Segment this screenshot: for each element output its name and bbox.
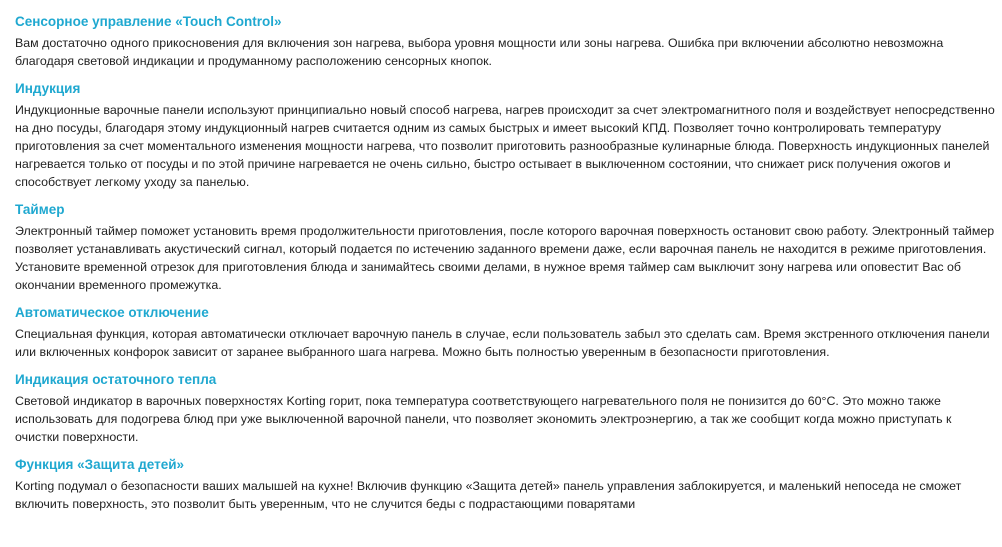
feature-induction: [15, 79, 996, 191]
feature-description: Индукционные варочные панели используют принципиально новый способ нагрева, нагрев происходит за счет электромагнитного поля и воздействует непосредственно на дно посуды, благодаря этому индукционный нагрев считается одним из самых быстрых и имеет высокий КПД. Позволяет точно контролировать температуру приготовления за счет моментального изменения мощности нагрева, что позволит приготовить разнообразные кулинарные блюда. Поверхность индукционных панелей нагревается только от посуды и по этой причине нагревается не очень сильно, быстро остывает в выключенном состоянии, что снижает риск получения ожогов и способствует легкому уходу за панелью.: [15, 103, 995, 189]
feature-title: Функция «Защита детей»: [15, 457, 185, 472]
feature-description: Специальная функция, которая автоматически отключает варочную панель в случае, если пользователь забыл это сделать сам. Время экстренного отключения панели или включенных конфорок зависит от заранее выбранного шага нагрева. Можно быть полностью уверенным в безопасности приготовления.: [15, 327, 990, 359]
feature-description: Электронный таймер поможет установить время продолжительности приготовления, после которого варочная поверхность остановит свою работу. Электронный таймер позволяет устанавливать акустический сигнал, который подается по истечению заданного времени даже, если варочная панель не находится в режиме приготовления. Установите временной отрезок для приготовления блюда и занимайтесь своими делами, в нужное время таймер сам выключит зону нагрева или оповестит Вас об окончании временного промежутка.: [15, 224, 995, 292]
feature-touch-control: [15, 12, 996, 70]
feature-title: Автоматическое отключение: [15, 305, 209, 320]
feature-description: Korting подумал о безопасности ваших малышей на кухне! Включив функцию «Защита детей» панель управления заблокируется, и маленький непоседа не сможет включить поверхность, это позволит быть уверенным, что не случится беды с подрастающими поварятами: [15, 479, 962, 511]
feature-title: Сенсорное управление «Touch Control»: [15, 14, 282, 29]
feature-auto-shutoff: [15, 303, 996, 361]
feature-description: Вам достаточно одного прикосновения для включения зон нагрева, выбора уровня мощности или зоны нагрева. Ошибка при включении абсолютно невозможна благодаря световой индикации и продуманному расположению сенсорных кнопок.: [15, 36, 944, 68]
feature-timer: [15, 200, 996, 294]
feature-title: Индукция: [15, 81, 81, 96]
feature-child-lock: [15, 455, 996, 513]
feature-title: Таймер: [15, 202, 65, 217]
feature-residual-heat: [15, 370, 996, 446]
feature-title: Индикация остаточного тепла: [15, 372, 217, 387]
feature-description: Световой индикатор в варочных поверхностях Korting горит, пока температура соответствующего нагревательного поля не понизится до 60°С. Это можно также использовать для подогрева блюд при уже выключенной варочной панели, что позволяет экономить электроэнергию, а так же сообщит когда можно приступать к очистки поверхности.: [15, 394, 952, 444]
